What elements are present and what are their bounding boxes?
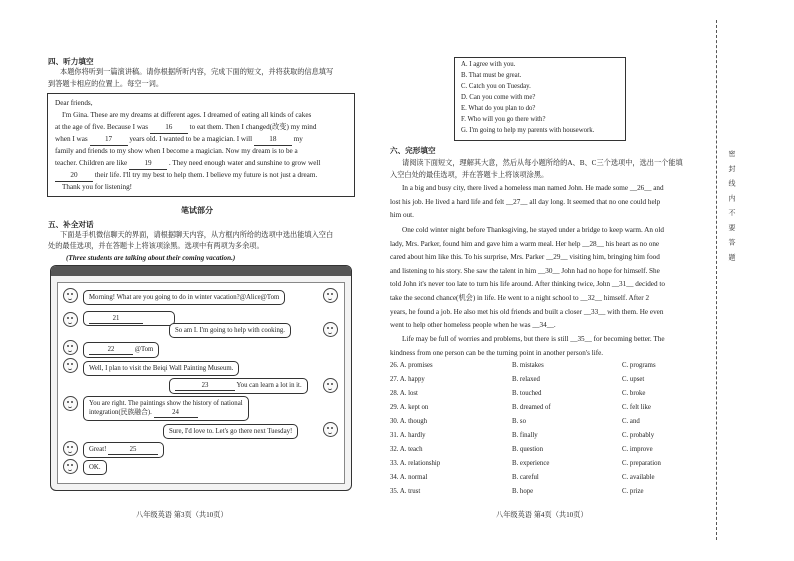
choice-a: 29. A. kept on: [390, 404, 429, 411]
choice-c: C. available: [622, 474, 655, 481]
option-c: C. Catch you on Tuesday.: [461, 83, 531, 90]
page-footer-left: 八年级英语 第3页（共10页）: [136, 511, 228, 519]
letter-greeting: Dear friends,: [55, 99, 93, 107]
avatar: [63, 288, 78, 303]
choice-b: B. experience: [512, 460, 550, 467]
blank-17: 17: [90, 134, 128, 146]
section6-instruction-1: 请阅读下面短文，理解其大意，然后从每小题所给的A、B、C三个选项中，选出一个能填: [402, 159, 683, 167]
written-part-title: 笔试部分: [181, 206, 213, 215]
choice-a: 33. A. relationship: [390, 460, 441, 467]
options-box: [454, 57, 626, 141]
choice-b: B. question: [512, 446, 543, 453]
chat-message: Great! 25: [83, 442, 164, 458]
section4-title: 四、听力填空: [48, 57, 94, 66]
letter-thanks: Thank you for listening!: [62, 183, 133, 191]
choice-b: B. mistakes: [512, 362, 544, 369]
avatar: [63, 396, 78, 411]
chat-message: Sure, I'd love to. Let's go there next Tuesday!: [163, 424, 298, 439]
option-d: D. Can you come with me?: [461, 94, 536, 101]
blank-21: 21: [89, 314, 143, 324]
chat-message: 23 You can learn a lot in it.: [169, 378, 308, 394]
seal-line-text: 密 封 线 内 不 要 答 题: [728, 150, 736, 264]
avatar: [63, 459, 78, 474]
blank-19: 19: [129, 158, 167, 170]
letter-line: when I was 17 years old. I wanted to be a magician. I will 18 my: [55, 134, 303, 146]
option-f: F. Who will you go there with?: [461, 116, 546, 123]
avatar: [323, 378, 338, 393]
blank-24: 24: [154, 408, 198, 418]
blank-16: 16: [150, 122, 188, 134]
chat-window: [50, 265, 352, 491]
choice-a: 32. A. teach: [390, 446, 423, 453]
chat-message: Morning! What are you going to do in winter vacation?@Alice@Tom: [83, 290, 285, 305]
option-e: E. What do you plan to do?: [461, 105, 536, 112]
section6-title: 六、完形填空: [390, 146, 436, 155]
avatar: [323, 322, 338, 337]
choice-c: C. felt like: [622, 404, 651, 411]
avatar: [63, 312, 78, 327]
choice-c: C. upset: [622, 376, 645, 383]
avatar: [63, 340, 78, 355]
scene-note: (Three students are talking about their coming vacation.): [66, 254, 236, 262]
choice-c: C. programs: [622, 362, 656, 369]
choice-b: B. so: [512, 418, 526, 425]
page-footer-right: 八年级英语 第4页（共10页）: [496, 511, 588, 519]
choice-b: B. touched: [512, 390, 542, 397]
blank-18: 18: [254, 134, 292, 146]
chat-message: You are right. The paintings show the history of national integration(民族融合). 24: [83, 396, 249, 421]
blank-20: 20: [55, 170, 93, 182]
choice-b: B. finally: [512, 432, 538, 439]
passage-paragraph-2: One cold winter night before Thanksgiving, he stayed under a bridge to keep warm. An old lady, Mrs. Parker, found him and gave him a warm meal. Her help __28__ his heart as no one cared about him like this. To his surprise, Mrs. Parker __29__ visiting him, bringing him food and listening to his story. She saw the talent in him __30__ John had no hope for himself. She told John it's never too late to turn his life around. After thinking twice, John __31__ decided to take the second chance(机会) in life. He went to a night school to __32__ himself. After 2 years, he found a job. He also met his old friends and built a closer __33__ with them. He even went to help other homeless people when he was __34__.: [390, 226, 665, 330]
choice-c: C. probably: [622, 432, 655, 439]
letter-line: I'm Gina. These are my dreams at different ages. I dreamed of eating all kinds of cakes: [62, 111, 312, 119]
chat-message: 22 @Tom: [83, 342, 159, 358]
letter-line: at the age of five. Because I was 16 to eat them. Then I changed(改变) my mind: [55, 122, 316, 134]
choice-b: B. dreamed of: [512, 404, 551, 411]
chat-message: OK.: [83, 460, 107, 475]
choice-b: B. relaxed: [512, 376, 540, 383]
section4-instruction-1: 本题你将听到一篇演讲稿。请你根据所听内容，完成下面的短文，并将获取的信息填写: [60, 68, 334, 76]
option-b: B. That must be great.: [461, 72, 522, 79]
choice-c: C. improve: [622, 446, 653, 453]
choice-a: 30. A. though: [390, 418, 428, 425]
choices-list: [390, 361, 700, 501]
choice-a: 26. A. promises: [390, 362, 433, 369]
chat-message: [83, 311, 175, 326]
avatar: [323, 288, 338, 303]
section5-instruction-1: 下面是手机微信聊天的界面，请根据聊天内容，从方框内所给的选项中选出能填入空白: [60, 231, 334, 239]
section5-instruction-2: 处的最佳选项，并在答题卡上将该项涂黑。选项中有两项为多余项。: [48, 242, 264, 250]
chat-title-bar: [51, 266, 351, 276]
letter-line: family and friends to my show when I become a magician. Now my dream is to be a: [55, 147, 298, 155]
choice-c: C. and: [622, 418, 640, 425]
choice-a: 27. A. happy: [390, 376, 425, 383]
avatar: [63, 358, 78, 373]
option-a: A. I agree with you.: [461, 61, 516, 68]
choice-b: B. hope: [512, 488, 534, 495]
passage-paragraph-3: Life may be full of worries and problems, but there is still __35__ for becoming better. The kindness from one person can be the turning point in another person's life.: [390, 335, 665, 357]
letter-box: [47, 93, 355, 197]
choice-a: 35. A. trust: [390, 488, 421, 495]
blank-22: 22: [89, 345, 133, 355]
seal-line: [716, 20, 717, 540]
passage-paragraph-1: In a big and busy city, there lived a homeless man named John. He made some __26__ and lost his job. He lived a hard life and felt __27__ all day long. It seemed that no one could help him out.: [390, 184, 664, 220]
choice-b: B. careful: [512, 474, 539, 481]
section4-instruction-2: 到答题卡相应的位置上。每空一词。: [48, 80, 164, 88]
section6-instruction-2: 入空白处的最佳选项，并在答题卡上将该项涂黑。: [390, 171, 549, 179]
chat-message: So am I. I'm going to help with cooking.: [169, 323, 291, 338]
letter-line: teacher. Children are like 19 . They need enough water and sunshine to grow well: [55, 158, 320, 170]
chat-message: Well, I plan to visit the Beiqi Wall Painting Museum.: [83, 361, 239, 376]
blank-23: 23: [175, 381, 235, 391]
option-g: G. I'm going to help my parents with housework.: [461, 127, 595, 134]
blank-25: 25: [108, 445, 158, 455]
avatar: [63, 441, 78, 456]
letter-line: 20 their life. I'll try my best to help them. I believe my future is not just a dream.: [55, 170, 317, 182]
choice-c: C. broke: [622, 390, 646, 397]
section5-title: 五、补全对话: [48, 220, 94, 229]
choice-a: 31. A. hardly: [390, 432, 426, 439]
choice-c: C. prize: [622, 488, 644, 495]
choice-a: 34. A. normal: [390, 474, 428, 481]
avatar: [323, 422, 338, 437]
choice-c: C. preparation: [622, 460, 661, 467]
choice-a: 28. A. lost: [390, 390, 418, 397]
